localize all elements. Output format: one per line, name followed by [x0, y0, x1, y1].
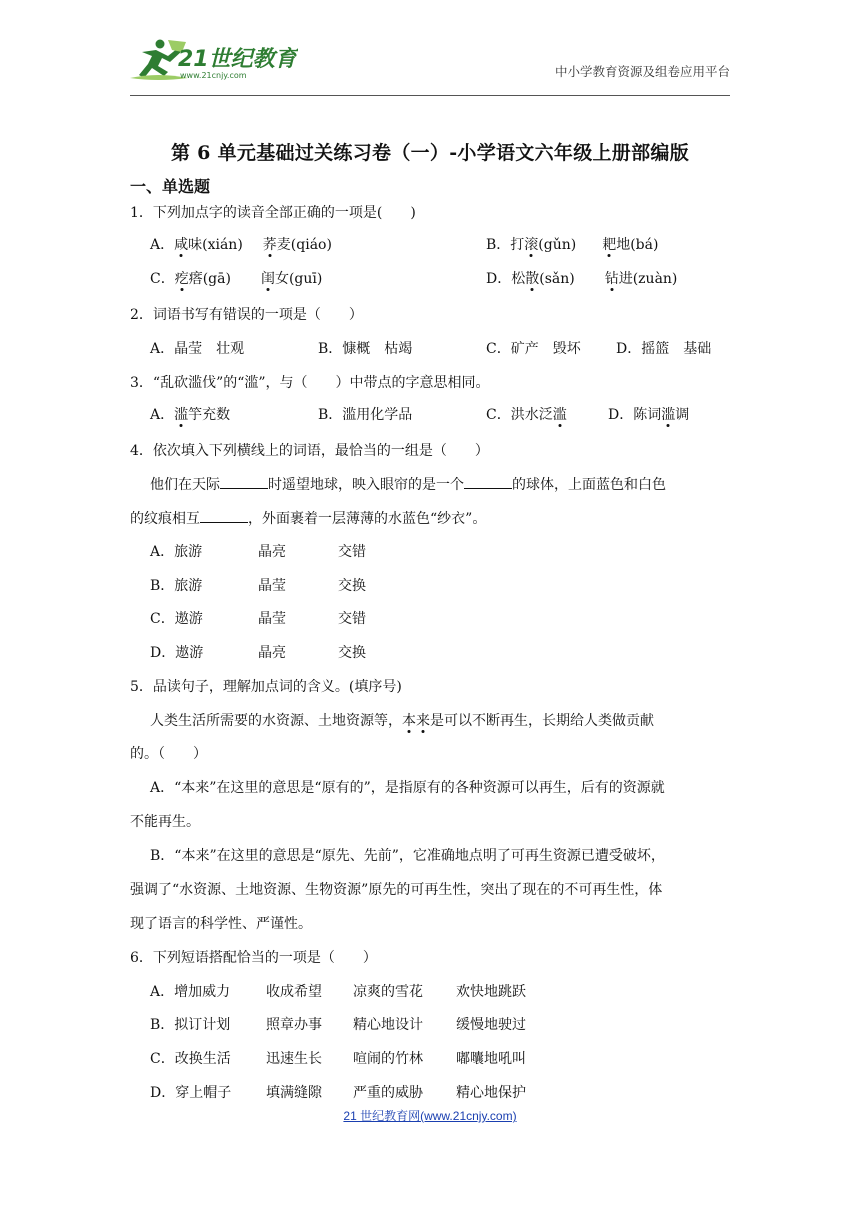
blank-1 — [220, 474, 268, 489]
q1-option-b: B．打滚(gǔn) 耙地(bá) — [486, 237, 659, 253]
q4-passage-line1: 他们在天际 时遥望地球，映入眼帘的是一个 的球体，上面蓝色和白色 — [150, 474, 666, 494]
q6-stem: 6．下列短语搭配恰当的一项是（ ） — [130, 950, 377, 966]
q4-stem: 4．依次填入下列横线上的词语，最恰当的一组是（ ） — [130, 443, 489, 459]
blank-2 — [464, 474, 512, 489]
q3-option-c: C．洪水泛滥 — [486, 407, 567, 423]
q3-stem: 3．“乱砍滥伐”的“滥”，与（ ）中带点的字意思相同。 — [130, 375, 490, 391]
platform-name: 中小学教育资源及组卷应用平台 — [554, 64, 730, 79]
q6-option-d: D．穿上帽子 填满缝隙 严重的威胁 精心地保护 — [150, 1085, 526, 1101]
q3-option-d: D．陈词滥调 — [608, 407, 690, 423]
blank-3 — [200, 508, 248, 523]
q6-option-b: B．拟订计划 照章办事 精心地设计 缓慢地驶过 — [150, 1017, 526, 1033]
footer-link[interactable]: 21 世纪教育网(www.21cnjy.com) — [343, 1109, 517, 1123]
q3-option-a: A．滥竽充数 — [150, 407, 231, 423]
q6-option-c: C．改换生活 迅速生长 喧闹的竹林 嘟囔地吼叫 — [150, 1051, 526, 1067]
q2-option-a: A．晶莹 壮观 — [150, 341, 245, 357]
q6-option-a: A．增加威力 收成希望 凉爽的雪花 欢快地跳跃 — [150, 984, 526, 1000]
q5-option-a-line2: 不能再生。 — [130, 814, 200, 830]
site-logo — [128, 38, 298, 82]
q2-option-c: C．矿产 毁坏 — [486, 341, 581, 357]
q4-passage-line2: 的纹痕相互 ，外面裹着一层薄薄的水蓝色“纱衣”。 — [130, 508, 486, 528]
logo-url: www.21cnjy.com — [180, 71, 247, 80]
logo-text: 21世纪教育 — [178, 47, 297, 72]
q4-option-c: C．遨游 晶莹 交错 — [150, 611, 366, 627]
q5-sentence-line2: 的。（ ） — [130, 746, 207, 762]
q5-option-b-line2: 强调了“水资源、土地资源、生物资源”原先的可再生性，突出了现在的不可再生性，体 — [130, 882, 663, 898]
q1-option-d: D．松散(sǎn) 钻进(zuàn) — [486, 271, 678, 287]
q4-option-a: A．旅游 晶亮 交错 — [150, 544, 366, 560]
q4-option-b: B．旅游 晶莹 交换 — [150, 578, 366, 594]
q4-option-d: D．遨游 晶亮 交换 — [150, 645, 366, 661]
q2-option-d: D．摇篮 基础 — [616, 341, 712, 357]
q5-option-a-line1: A．“本来”在这里的意思是“原有的”，是指原有的各种资源可以再生，后有的资源就 — [150, 780, 665, 796]
q1-stem: 1．下列加点字的读音全部正确的一项是( ) — [130, 205, 416, 221]
q5-option-b-line3: 现了语言的科学性、严谨性。 — [130, 916, 312, 932]
q2-option-b: B．慷概 枯竭 — [318, 341, 413, 357]
q5-sentence-line1: 人类生活所需要的水资源、土地资源等，本来是可以不断再生，长期给人类做贡献 — [150, 713, 654, 729]
q1-option-c: C．疙瘩(gā) 闺女(guī) — [150, 271, 323, 287]
q5-option-b-line1: B．“本来”在这里的意思是“原先、先前”，它准确地点明了可再生资源已遭受破坏， — [150, 848, 665, 864]
q2-stem: 2．词语书写有错误的一项是（ ） — [130, 307, 363, 323]
section-heading: 一、单选题 — [130, 177, 211, 196]
q3-option-b: B．滥用化学品 — [318, 407, 413, 423]
q1-option-a: A．咸味(xián) 荞麦(qiáo) — [150, 237, 332, 253]
header-divider — [130, 95, 730, 96]
q5-stem: 5．品读句子，理解加点词的含义。(填序号) — [130, 679, 402, 695]
page-title: 第 6 单元基础过关练习卷（一）-小学语文六年级上册部编版 — [170, 142, 690, 164]
